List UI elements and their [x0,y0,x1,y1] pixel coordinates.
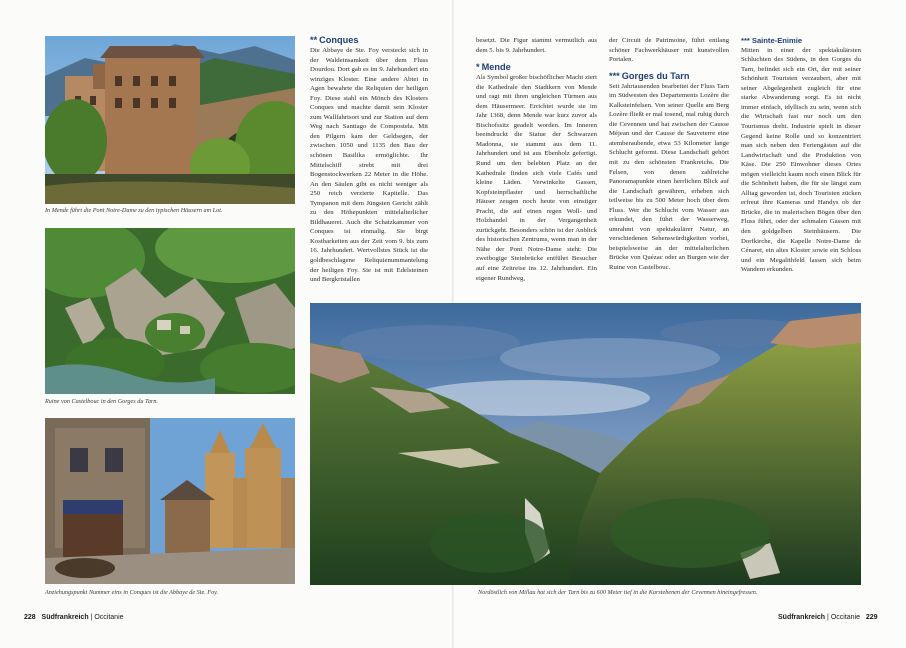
caption-castelbouc: Ruine von Castelbouc in den Gorges du Tarn. [45,398,158,405]
rating-stars: *** [609,70,620,81]
footer-region: Südfrankreich [778,614,826,621]
photo-conques-abbey [45,418,295,584]
heading-sainte-enimie [741,36,861,46]
column-mende [476,36,597,283]
footer-separator: | [90,614,93,621]
section-conques [310,35,428,285]
footer-subregion: Occitanie [830,614,860,621]
caption-conques: Anziehungspunkt Nummer eins in Conques ist die Abbaye de Ste. Foy. [45,589,219,596]
caption-gorge: Nordöstlich von Millau hat sich der Tarn bis zu 600 Meter tief in die Karstebenen der Cevennen hineingefressen. [478,589,758,596]
photo-mende-bridge [45,36,295,204]
heading-mende [476,62,597,73]
photo-tarn-gorge-panorama [310,303,861,585]
heading-conques [310,35,428,46]
body-mende: Als Symbol großer bischöflicher Macht ziert die Kathedrale den Stadtkern von Mende und ragt mit ihren ungleichen Türmen aus dem Häusermeer. Errichtet wurde sie im Jahr 1368, denn Mende war kurz zuvor als Bischofssitz geadelt worden. Im Inneren beeindruckt die Statue der Schwarzen Madonna, sie stammt aus dem 11. Jahrhundert und ist aus Ebenholz gefertigt. Rund um den belebten Platz an der Kathedrale finden sich viele Cafés und kleine Läden. Verwinkelte Gassen, Kopfsteinpflaster und herrschaftliche Häuser zeugen noch heute von einstiger Pracht, die auf einen regen Woll- und Holzhandel in der Vergangenheit zurückgeht. Besonders schön ist der Anblick des historischen Zentrums, wenn man in der Nähe der Pont Notre-Dame steht: Die zweibogige Steinbrücke entführt Besucher auf eine Zeitreise ins 12. Jahrhundert. Ein eigener Rundweg, [476,74,597,282]
body-conques: Die Abbaye de Ste. Foy versteckt sich in der Waldeinsamkeit über dem Fluss Dourdou. Dort gab es im 9. Jahrhundert ein winziges Kloster. Eine andere Abtei in Agen bewahrte die Reliquien der heiligen Foy. Diese stahl ein Mönch des Klosters Conques und machte damit sein Kloster zum Wallfahrtsort und zur Station auf dem Weg nach Santiago de Compostela. Mit den Pilgern kam der Geldsegen, der zwischen 1050 und 1135 den Bau der schönen Basilika ermöglichte. Ihr Mittelschiff strebt mit drei Bogenstockwerken 22 Meter in die Höhe. An den Säulen gibt es nicht weniger als 250 reich verzierte Kapitelle. Das Tympanon mit dem Jüngsten Gericht zählt zu den Höhepunkten mittelalterlicher Bildhauerei. Auch die Schatzkammer von Conques ist einmalig. Sie birgt Kostbarkeiten aus der Zeit vom 9. bis zum 16. Jahrhundert. Wertvollstes Stück ist die goldbeschlagene Reliquienummantelung der heiligen Foy. Sie ist mit Edelsteinen und Bergkristallen [310,47,428,284]
heading-text: Mende [481,62,511,73]
body-continuation: besetzt. Die Figur stammt vermutlich aus dem 5. bis 9. Jahrhundert. [476,37,597,54]
footer-separator: | [827,614,829,621]
rating-stars: *** [741,36,750,45]
rating-stars: * [476,62,480,73]
rating-stars: ** [310,35,318,45]
footer-left [24,614,124,621]
footer-right [778,614,878,621]
footer-region: Südfrankreich [41,614,89,621]
heading-text: Conques [319,35,359,45]
body-sainte-enimie: Mitten in einer der spektakulärsten Schluchten des Südens, in den Gorges du Tarn, befindet sich ein Ort, der mit seiner Schönheit Touristen verzaubert, aber mit seiner Abgelegenheit zugleich für eine starke Abwanderung sorgt. Es ist nicht immer einfach, idyllisch zu sein, wenn sich die Wirtschaft fast nur noch um den Tourismus dreht. Industrie spielt in dieser Gegend keine Rolle und so konzentriert man sich neben den Feriengästen auf die Landwirtschaft und die Produktion von Käse. Die 250 Einwohner dieses Ortes mögen vielleicht kaum noch einen Blick für die Schönheit haben, die für sie längst zum Alltag geworden ist, doch Touristen zücken erfreut ihre Kameras und Handys ob der Brücke, die in malerischen Bögen über den Fluss führt, oder der schmalen Gassen mit den goldgelben Steinhäusern. Die Dorfkirche, die Kapelle Notre-Dame de Cénaret, ein altes Kloster sowie ein Schloss und ein Megalithfeld lassen sich beim Wandern erkunden. [741,46,861,274]
heading-text: Sainte-Enimie [751,36,803,45]
heading-gorges-du-tarn [609,71,729,82]
footer-subregion: Occitanie [94,614,124,621]
column-gorges-du-tarn [609,36,729,273]
body-gorges-du-tarn: Seit Jahrtausenden bearbeitet der Fluss Tarn im Südwesten des Departements Lozère die Kalksteinfelsen. Von seiner Quelle am Berg Lozère fließt er mal tosend, mal ruhig durch die Cevennen und hat zwischen der Causse Méjean und der Causse de Sauveterre eine atemberaubende, etwa 53 Kilometer lange Schlucht geformt. Diese Landschaft gehört mit zu den schönsten Frankreichs. Die Felsen, von denen zahlreiche Panoramapunkte einen herrlichen Blick auf die Landschaft gewähren, erheben sich teilweise bis zu 500 Meter hoch über dem Fluss. Wer die Schlucht vom Wasser aus erkundet, den führt der Wasserweg, umrahmt von spektakulärer Natur, an verschiedenen Sehenswürdigkeiten vorbei, beispielsweise an der mittelalterlichen Brücke von Quézac oder an Burgen wie der Ruine von Castelbouc. [609,82,729,272]
page-number: 229 [865,614,878,621]
column-sainte-enimie [741,36,861,275]
body-continuation: der Circuit de Patrimoine, führt entlang schöner Fachwerkhäuser mit kunstvollen Portalen. [609,37,729,64]
heading-text: Gorges du Tarn [621,70,690,81]
page-number: 228 [24,614,36,621]
photo-castelbouc [45,228,295,394]
caption-mende: In Mende führt die Pont Notre-Dame zu den typischen Häusern am Lot. [45,207,223,214]
